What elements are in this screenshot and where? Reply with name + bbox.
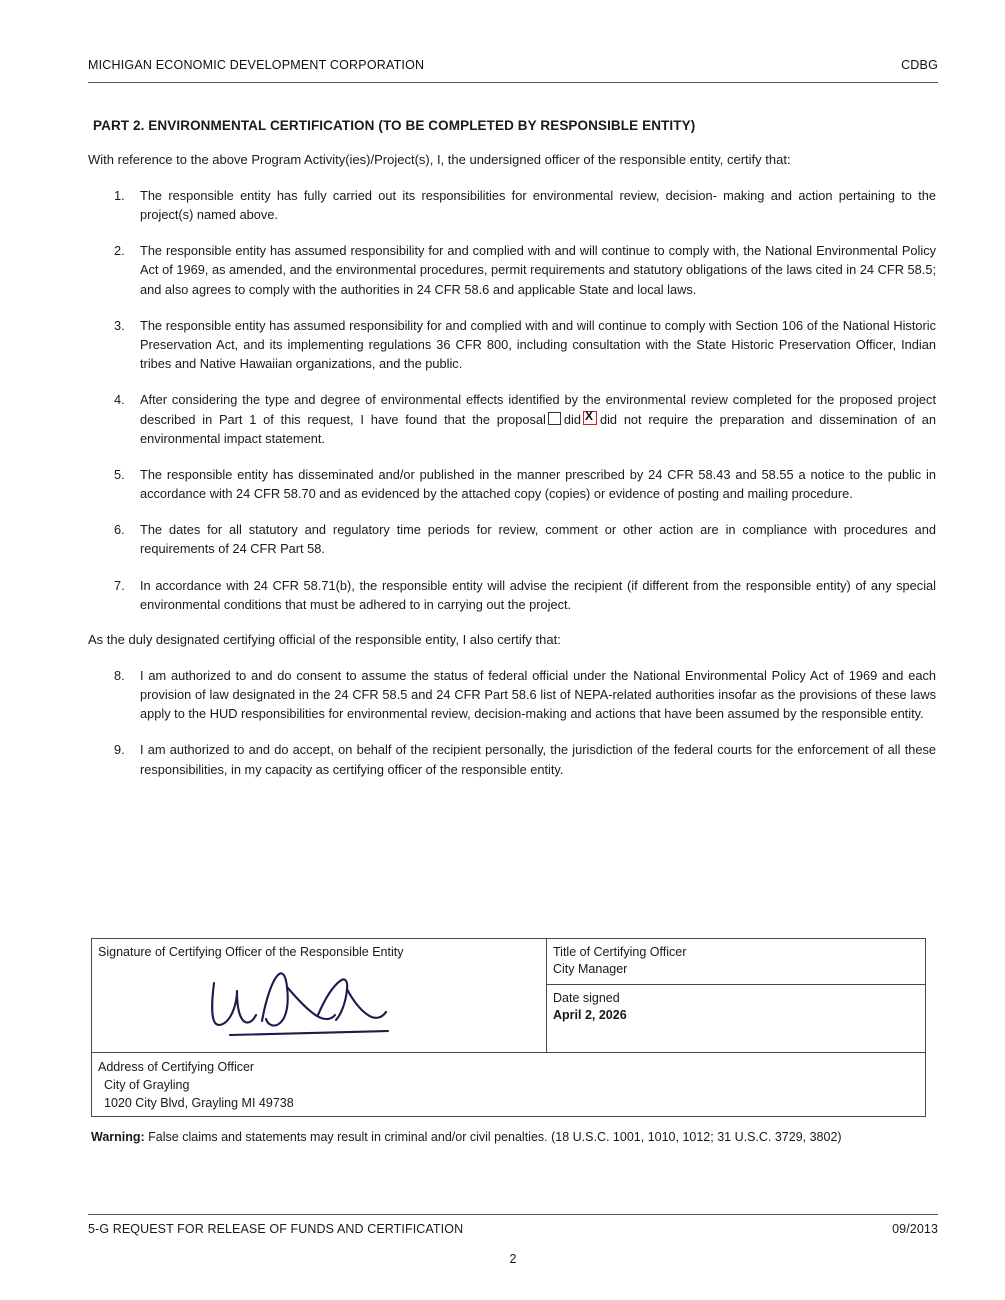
list-item-with-checkboxes (88, 390, 938, 448)
document-header (88, 58, 938, 72)
document-footer (88, 1222, 938, 1236)
header-organization: MICHIGAN ECONOMIC DEVELOPMENT CORPORATION (88, 58, 425, 72)
item-text: After considering the type and degree of environmental effects identified by the environmental review completed for the proposed project described in Part 1 of this request, I have found that the proposal (140, 392, 936, 427)
item-number: 4. (114, 392, 125, 408)
address-label: Address of Certifying Officer (98, 1060, 255, 1074)
list-item (88, 666, 938, 724)
item-text: The responsible entity has assumed responsibility for and complied with and will continue to comply with Section 106 of the National Historic Preservation Act, and its implementing regulations 36 CFR 800, including consultation with the State Historic Preservation Officer, Indian tribes and Native Hawaiian organizations, and the public. (140, 317, 936, 372)
list-item (88, 465, 938, 503)
header-program: CDBG (901, 58, 938, 72)
address-cell[interactable] (92, 1052, 925, 1116)
checkbox-did[interactable] (548, 412, 561, 425)
secondary-intro-paragraph: As the duly designated certifying official of the responsible entity, I also certify that: (88, 632, 561, 648)
list-item (88, 520, 938, 558)
intro-paragraph: With reference to the above Program Activity(ies)/Project(s), I, the undersigned officer of the responsible entity, certify that: (88, 152, 791, 167)
checkbox-did-not[interactable] (583, 411, 597, 425)
warning-text: False claims and statements may result in criminal and/or civil penalties. (18 U.S.C. 1001, 1010, 1012; 31 U.S.C. 3729, 3802) (144, 1130, 842, 1144)
item-number: 8. (114, 667, 125, 683)
warning-label: Warning: (91, 1130, 145, 1144)
address-line-1: City of Grayling (104, 1078, 190, 1093)
warning-note (91, 1128, 939, 1147)
item-text: I am authorized to and do accept, on behalf of the recipient personally, the jurisdiction of the federal courts for the enforcement of all these responsibilities, in my capacity as certifying officer of the responsible entity. (140, 742, 936, 777)
certification-list-1 (88, 186, 938, 614)
item-text: I am authorized to and do consent to assume the status of federal official under the National Environmental Policy Act of 1969 and each provision of law designated in the 24 CFR 58.5 and 24 CFR Part 58.6 list of NEPA-related authorities insofar as the provisions of these laws apply to the HUD responsibilities for environmental review, decision-making and actions that have been assumed by the responsible entity. (140, 667, 936, 722)
title-cell[interactable] (547, 939, 925, 985)
date-label: Date signed (553, 991, 620, 1005)
list-item (88, 576, 938, 614)
item-number: 5. (114, 466, 125, 482)
certification-list-2 (88, 666, 938, 779)
footer-rule (88, 1214, 938, 1215)
signature-cell[interactable] (92, 939, 547, 1052)
footer-revision: 09/2013 (892, 1222, 938, 1236)
item-text: In accordance with 24 CFR 58.71(b), the responsible entity will advise the recipient (if different from the responsible entity) of any special environmental conditions that must be adhered to in carrying out the project. (140, 577, 936, 612)
address-line-2: 1020 City Blvd, Grayling MI 49738 (104, 1096, 294, 1111)
header-rule (88, 82, 938, 83)
item-text: The responsible entity has fully carried out its responsibilities for environmental review, decision- making and action pertaining to the project(s) named above. (140, 187, 936, 223)
item-number: 9. (114, 742, 125, 758)
checkbox-did-label: did (563, 411, 581, 427)
signature-row (92, 939, 925, 1052)
document-body (88, 118, 938, 796)
page-sheet (88, 0, 938, 1300)
item-number: 6. (114, 522, 125, 538)
item-number: 7. (114, 577, 125, 593)
list-item (88, 186, 938, 224)
list-item (88, 316, 938, 374)
item-text: The responsible entity has assumed responsibility for and complied with and will continue to comply with, the National Environmental Policy Act of 1969, as amended, and the environmental procedures, permit requirements and statutory obligations of the laws cited in 24 CFR 58.5; and also agrees to comply with the authorities in 24 CFR 58.6 and applicable State and local laws. (140, 243, 936, 297)
page-number: 2 (509, 1252, 517, 1266)
list-item (88, 241, 938, 299)
signature-label: Signature of Certifying Officer of the Responsible Entity (98, 945, 404, 959)
item-text: The responsible entity has disseminated and/or published in the manner prescribed by 24 CFR 58.43 and 58.55 a notice to the public in accordance with 24 CFR 58.70 and as evidenced by the attached copy (copies) or evidence of posting and mailing procedure. (140, 466, 936, 502)
footer-form-name: 5-G REQUEST FOR RELEASE OF FUNDS AND CERTIFICATION (88, 1222, 464, 1236)
signature-block (91, 938, 926, 1117)
item-text: The dates for all statutory and regulatory time periods for review, comment or other action are in compliance with procedures and requirements of 24 CFR Part 58. (140, 522, 936, 557)
checkbox-did-not-label: did not require the preparation and dissemination of an environmental impact statement. (140, 411, 936, 446)
date-value: April 2, 2026 (553, 1007, 627, 1022)
footer-row (88, 1222, 938, 1236)
signature-right-column (547, 939, 925, 1052)
item-number: 1. (114, 187, 125, 203)
part-title: PART 2. ENVIRONMENTAL CERTIFICATION (TO BE COMPLETED BY RESPONSIBLE ENTITY) (93, 118, 696, 133)
title-value: City Manager (553, 961, 628, 976)
handwritten-signature (192, 965, 442, 1039)
item-number: 3. (114, 317, 125, 333)
item-number: 2. (114, 243, 125, 259)
date-cell[interactable] (547, 985, 925, 1052)
title-label: Title of Certifying Officer (553, 945, 687, 959)
list-item (88, 740, 938, 778)
